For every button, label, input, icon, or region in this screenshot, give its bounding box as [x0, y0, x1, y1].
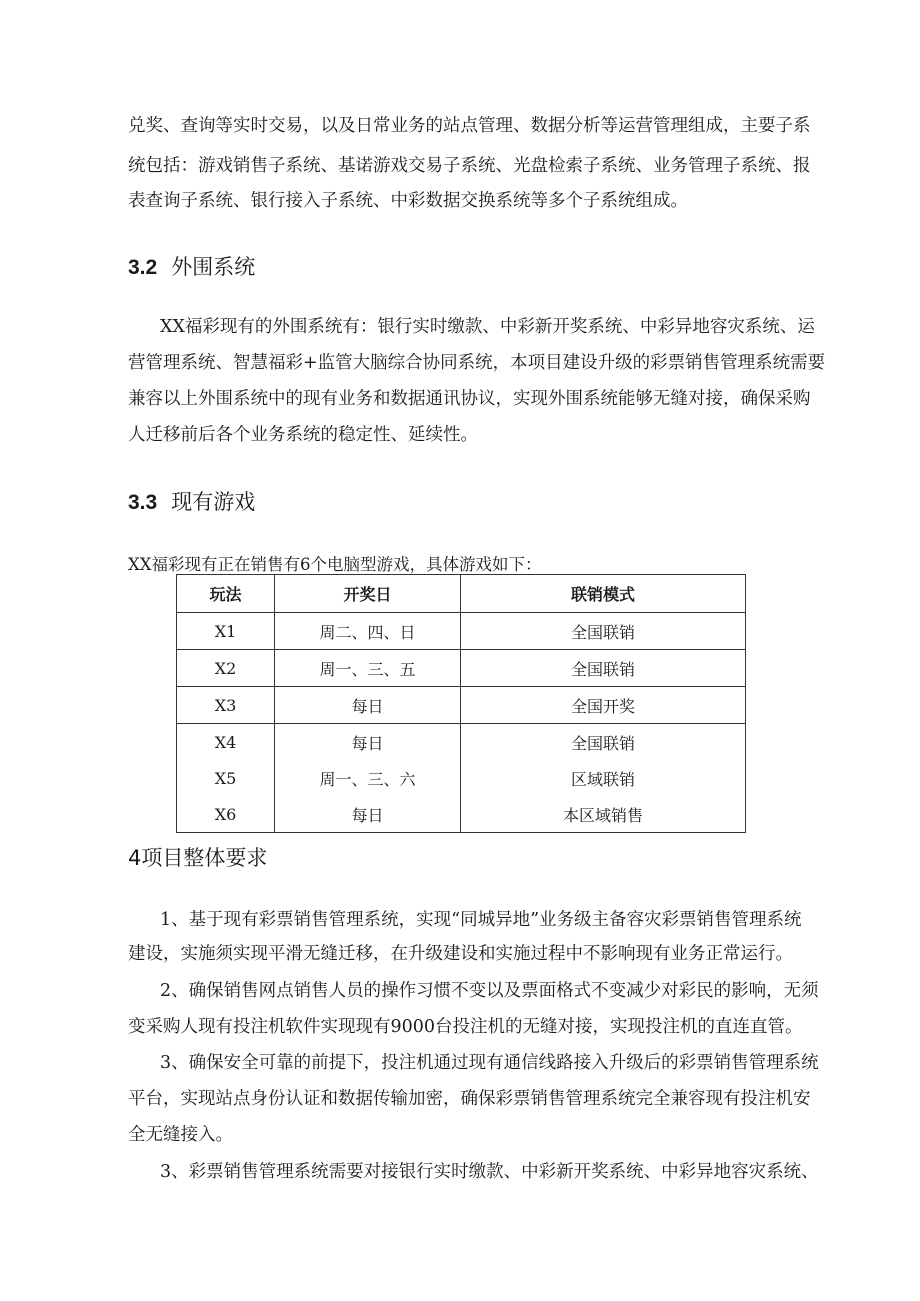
intro-line-3: 表查询子系统、银行接入子系统、中彩数据交换系统等多个子系统组成。 [128, 191, 688, 211]
table-cell: 周一、三、六 [275, 760, 461, 796]
table-cell: X6 [177, 796, 275, 833]
section-number: 3.3 [128, 491, 158, 514]
table-cell: 全国联销 [461, 724, 746, 761]
header-cell-play: 玩法 [177, 575, 275, 613]
section-heading-3-2 [128, 251, 255, 281]
table-cell: 周一、三、五 [275, 650, 461, 687]
table-cell: X3 [177, 687, 275, 724]
table-cell: 每日 [275, 724, 461, 761]
section-title: 现有游戏 [171, 490, 256, 514]
table-row [177, 796, 746, 833]
table-row [177, 613, 746, 650]
table-cell: 全国联销 [461, 613, 746, 650]
paragraph-line: 营管理系统、智慧福彩+监管大脑综合协同系统，本项目建设升级的彩票销售管理系统需要 [128, 353, 826, 373]
table-cell: 全国开奖 [461, 687, 746, 724]
table-row [177, 760, 746, 796]
table-cell: X1 [177, 613, 275, 650]
table-cell: X4 [177, 724, 275, 761]
table-cell: 每日 [275, 687, 461, 724]
games-intro: XX福彩现有正在销售有6个电脑型游戏，具体游戏如下： [128, 555, 542, 574]
games-table [176, 574, 746, 833]
table-cell: X2 [177, 650, 275, 687]
paragraph-line: 兼容以上外围系统中的现有业务和数据通讯协议，实现外围系统能够无缝对接，确保采购 [128, 389, 811, 409]
requirement-line: 1、基于现有彩票销售管理系统，实现“同城异地”业务级主备容灾彩票销售管理系统 [160, 910, 802, 930]
intro-line-2: 统包括：游戏销售子系统、基诺游戏交易子系统、光盘检索子系统、业务管理子系统、报 [128, 156, 811, 176]
section-number: 3.2 [128, 256, 158, 279]
requirement-line: 2、确保销售网点销售人员的操作习惯不变以及票面格式不变减少对彩民的影响，无须 [160, 981, 819, 1001]
table-cell: 本区域销售 [461, 796, 746, 833]
requirement-line: 建设，实施须实现平滑无缝迁移，在升级建设和实施过程中不影响现有业务正常运行。 [128, 944, 793, 964]
requirement-line: 3、确保安全可靠的前提下，投注机通过现有通信线路接入升级后的彩票销售管理系统 [160, 1053, 819, 1073]
table-header-row [177, 575, 746, 613]
section-heading-3-3 [128, 486, 255, 516]
table-row [177, 650, 746, 687]
section-title: 外围系统 [171, 255, 256, 279]
table-cell: 每日 [275, 796, 461, 833]
table-row [177, 687, 746, 724]
table-cell: 全国联销 [461, 650, 746, 687]
requirement-line: 平台，实现站点身份认证和数据传输加密，确保彩票销售管理系统完全兼容现有投注机安 [128, 1089, 811, 1109]
section-heading-4: 4项目整体要求 [128, 846, 268, 870]
requirement-line: 全无缝接入。 [128, 1125, 233, 1145]
paragraph-line: XX福彩现有的外围系统有：银行实时缴款、中彩新开奖系统、中彩异地容灾系统、运 [160, 317, 815, 337]
table-row [177, 724, 746, 761]
table-cell: 周二、四、日 [275, 613, 461, 650]
table-cell: 区域联销 [461, 760, 746, 796]
header-cell-mode: 联销模式 [461, 575, 746, 613]
paragraph-line: 人迁移前后各个业务系统的稳定性、延续性。 [128, 425, 478, 445]
requirement-line: 3、彩票销售管理系统需要对接银行实时缴款、中彩新开奖系统、中彩异地容灾系统、 [160, 1162, 819, 1182]
intro-line-1: 兑奖、查询等实时交易，以及日常业务的站点管理、数据分析等运营管理组成，主要子系 [128, 116, 811, 136]
header-cell-draw-day: 开奖日 [275, 575, 461, 613]
requirement-line: 变采购人现有投注机软件实现现有9000台投注机的无缝对接，实现投注机的直连直管。 [128, 1017, 803, 1037]
table-cell: X5 [177, 760, 275, 796]
